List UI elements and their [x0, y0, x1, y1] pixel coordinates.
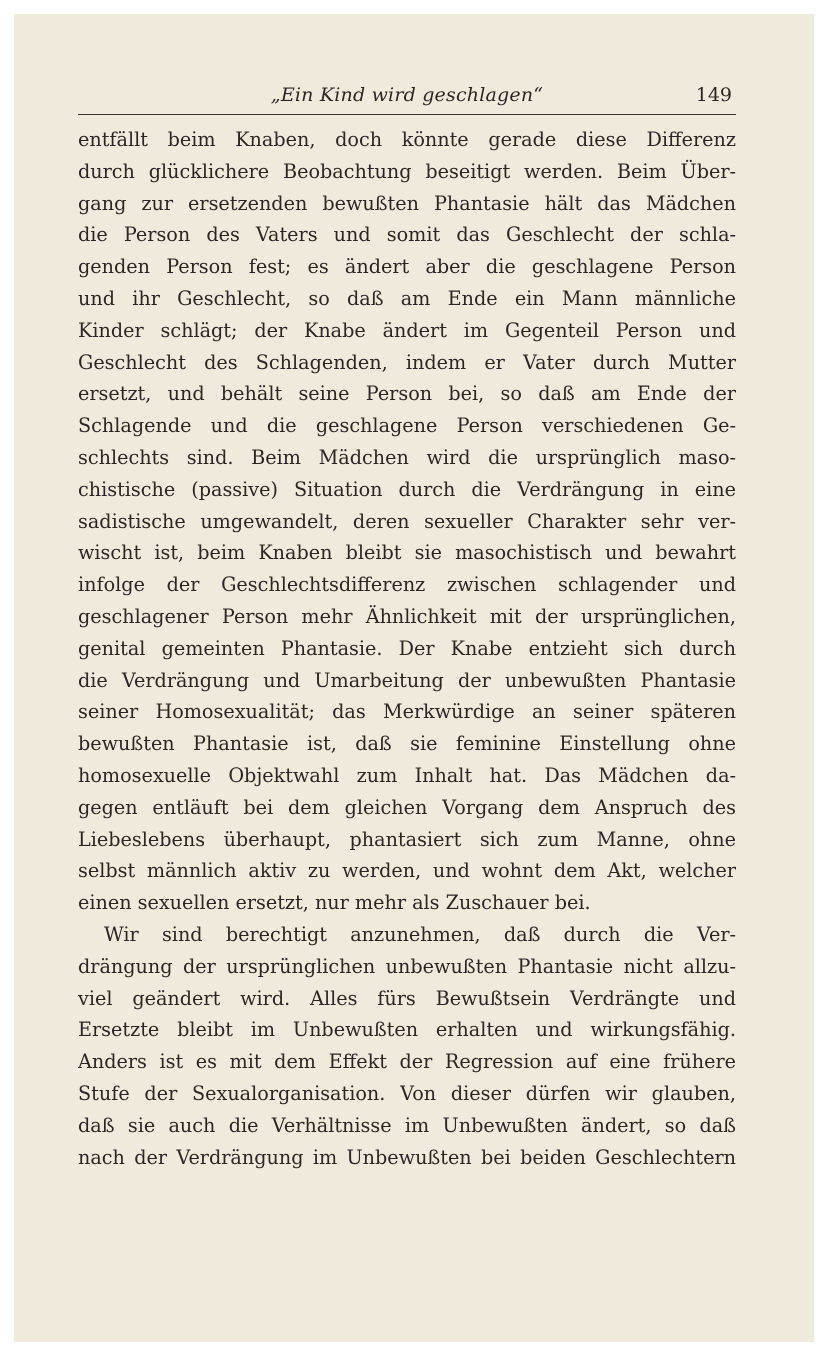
text-line: ersetzt, und behält seine Person bei, so daß am Ende der: [78, 382, 736, 406]
body-text: [78, 124, 736, 1173]
text-line: die Person des Vaters und somit das Geschlecht der schla-: [78, 223, 736, 247]
paragraph: [78, 919, 736, 1173]
text-line: wischt ist, beim Knaben bleibt sie masochistisch und bewahrt: [78, 541, 736, 565]
text-line: Ersetzte bleibt im Unbewußten erhalten und wirkungsfähig.: [78, 1018, 736, 1042]
text-line: entfällt beim Knaben, doch könnte gerade diese Differenz: [78, 128, 736, 151]
text-line: nach der Verdrängung im Unbewußten bei beiden Geschlechtern: [78, 1145, 736, 1169]
text-line: Wir sind berechtigt anzunehmen, daß durch die Ver-: [104, 922, 736, 946]
text-line: viel geändert wird. Alles fürs Bewußtsein Verdrängte und: [78, 986, 736, 1010]
text-line: Anders ist es mit dem Effekt der Regression auf eine frühere: [78, 1050, 736, 1074]
text-line: gegen entläuft bei dem gleichen Vorgang dem Anspruch des: [78, 795, 736, 819]
text-line: einen sexuellen ersetzt, nur mehr als Zuschauer bei.: [78, 891, 591, 915]
text-line: die Verdrängung und Umarbeitung der unbewußten Phantasie: [78, 668, 736, 692]
page-number: 149: [695, 84, 732, 106]
running-title: „Ein Kind wird geschlagen“: [270, 84, 544, 106]
text-line: infolge der Geschlechtsdifferenz zwischen schlagender und: [78, 573, 736, 597]
text-line: schlechts sind. Beim Mädchen wird die ursprünglich maso-: [78, 445, 736, 469]
text-line: gang zur ersetzenden bewußten Phantasie hält das Mädchen: [78, 191, 736, 215]
text-line: selbst männlich aktiv zu werden, und wohnt dem Akt, welcher: [78, 859, 736, 883]
text-line: drängung der ursprünglichen unbewußten Phantasie nicht allzu-: [78, 954, 736, 978]
text-line: Geschlecht des Schlagenden, indem er Vater durch Mutter: [78, 350, 736, 374]
text-line: Liebeslebens überhaupt, phantasiert sich zum Manne, ohne: [78, 827, 736, 851]
text-line: durch glücklichere Beobachtung beseitigt werden. Beim Über-: [78, 159, 736, 183]
text-line: geschlagener Person mehr Ähnlichkeit mit der ursprünglichen,: [78, 604, 736, 628]
text-line: und ihr Geschlecht, so daß am Ende ein Mann männliche: [78, 286, 736, 310]
text-line: homosexuelle Objektwahl zum Inhalt hat. Das Mädchen da-: [78, 763, 736, 787]
book-page: [14, 14, 814, 1342]
text-line: Stufe der Sexualorganisation. Von dieser dürfen wir glauben,: [78, 1081, 736, 1105]
text-line: sadistische umgewandelt, deren sexueller Charakter sehr ver-: [78, 509, 736, 533]
text-line: Kinder schlägt; der Knabe ändert im Gegenteil Person und: [78, 318, 736, 342]
text-line: genital gemeinten Phantasie. Der Knabe entzieht sich durch: [78, 636, 736, 660]
text-line: daß sie auch die Verhältnisse im Unbewußten ändert, so daß: [78, 1113, 736, 1137]
text-line: bewußten Phantasie ist, daß sie feminine Einstellung ohne: [78, 732, 736, 756]
page-header: [78, 74, 736, 115]
text-line: seiner Homosexualität; das Merkwürdige an seiner späteren: [78, 700, 736, 724]
text-line: chistische (passive) Situation durch die Verdrängung in eine: [78, 477, 736, 501]
text-line: Schlagende und die geschlagene Person verschiedenen Ge-: [78, 414, 736, 438]
text-line: genden Person fest; es ändert aber die geschlagene Person: [78, 255, 736, 279]
paragraph: [78, 124, 736, 919]
